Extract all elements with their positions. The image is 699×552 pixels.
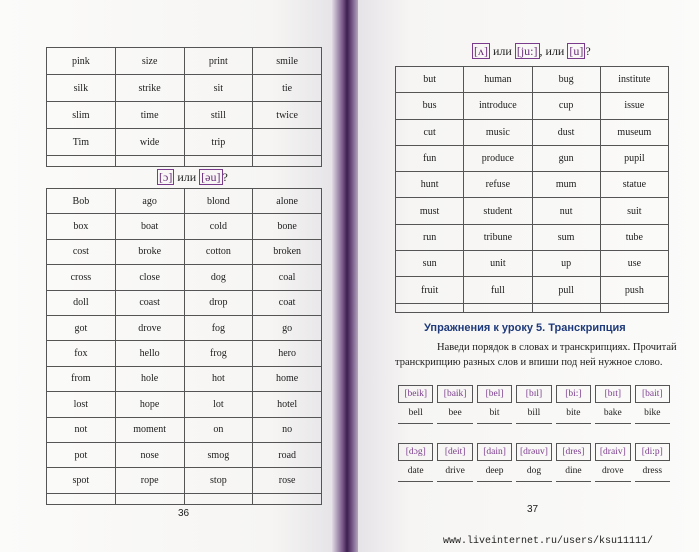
table-row <box>396 145 669 171</box>
table-cell: from <box>47 366 116 391</box>
phoneme-ou: [əu] <box>201 170 221 184</box>
table-row <box>47 468 322 493</box>
table-cell: refuse <box>464 172 532 198</box>
table-cell: blond <box>184 189 253 214</box>
watermark-url: www.liveinternet.ru/users/ksu11111/ <box>443 536 654 547</box>
table-cell: pink <box>47 48 116 75</box>
table-cell: hero <box>253 341 322 366</box>
table-cell: issue <box>600 93 668 119</box>
table-cell: broke <box>115 239 184 264</box>
answer-word: date <box>398 461 433 482</box>
answer-word: bill <box>516 403 551 424</box>
exercise-table-1 <box>394 385 674 424</box>
table-cell: still <box>184 102 253 129</box>
table-cell: coast <box>115 290 184 315</box>
table-row <box>47 366 322 391</box>
table-row <box>47 156 322 167</box>
table-cell: not <box>47 417 116 442</box>
table-cell: fun <box>396 145 464 171</box>
table-cell: cup <box>532 93 600 119</box>
table-cell: fog <box>184 315 253 340</box>
transcription-box: [draiv] <box>595 443 630 461</box>
instruction-line-1: Наведи порядок в словах и транскрипциях. Прочитай <box>437 342 677 353</box>
table-cell: close <box>115 265 184 290</box>
table-cell: student <box>464 198 532 224</box>
transcription-box: [dain] <box>477 443 512 461</box>
table-cell: bus <box>396 93 464 119</box>
table-row <box>47 493 322 504</box>
table-cell: moment <box>115 417 184 442</box>
table-cell: smog <box>184 442 253 467</box>
table-cell: institute <box>600 67 668 93</box>
table-row <box>47 417 322 442</box>
table-cell: slim <box>47 102 116 129</box>
phoneme-ju: [ju:] <box>516 44 538 58</box>
table-cell <box>47 156 116 167</box>
table-cell: wide <box>115 129 184 156</box>
table-row <box>396 303 669 312</box>
answer-row <box>398 403 670 424</box>
table-cell: pupil <box>600 145 668 171</box>
table-cell: sit <box>184 75 253 102</box>
table-cell <box>464 303 532 312</box>
answer-word: bee <box>437 403 472 424</box>
heading-or-text: или <box>174 170 200 184</box>
table-cell: lost <box>47 392 116 417</box>
answer-row <box>398 461 670 482</box>
table-cell: dog <box>184 265 253 290</box>
table-cell: coat <box>253 290 322 315</box>
table-row <box>47 189 322 214</box>
transcription-row <box>398 443 670 461</box>
answer-word: drive <box>437 461 472 482</box>
heading-question-mark-2: ? <box>585 44 591 58</box>
table-cell: unit <box>464 251 532 277</box>
table-cell: drove <box>115 315 184 340</box>
table-cell <box>532 303 600 312</box>
answer-word: bell <box>398 403 433 424</box>
table-row <box>47 341 322 366</box>
table-cell: sun <box>396 251 464 277</box>
heading-question-mark: ? <box>222 170 228 184</box>
table-cell: print <box>184 48 253 75</box>
table-cell: got <box>47 315 116 340</box>
table-cell <box>115 156 184 167</box>
transcription-box: [bel] <box>477 385 512 403</box>
table-cell: on <box>184 417 253 442</box>
table-cell <box>253 493 322 504</box>
table-cell: Tim <box>47 129 116 156</box>
table-cell: twice <box>253 102 322 129</box>
table-cell: time <box>115 102 184 129</box>
phoneme-o-open: [ɔ] <box>159 170 173 184</box>
table-cell <box>184 156 253 167</box>
word-table-1 <box>46 47 322 167</box>
table-cell: rope <box>115 468 184 493</box>
transcription-box: [drəuv] <box>516 443 551 461</box>
table-row <box>396 224 669 250</box>
table-cell: hotel <box>253 392 322 417</box>
answer-word: dog <box>516 461 551 482</box>
table-row <box>47 239 322 264</box>
table-row <box>396 119 669 145</box>
table-row <box>47 48 322 75</box>
table-cell: hello <box>115 341 184 366</box>
instruction-line-2: транскрипцию разных слов и впиши под ней нужное слово. <box>395 357 663 368</box>
table-cell: fruit <box>396 277 464 303</box>
transcription-box: [bɪt] <box>595 385 630 403</box>
table-row <box>396 277 669 303</box>
table-cell: produce <box>464 145 532 171</box>
vowel-heading-o <box>157 170 228 185</box>
transcription-box: [bɪl] <box>516 385 551 403</box>
table-cell: cotton <box>184 239 253 264</box>
transcription-box: [bait] <box>635 385 670 403</box>
answer-word: bike <box>635 403 670 424</box>
heading-or-text-2: , или <box>539 44 568 58</box>
table-cell: silk <box>47 75 116 102</box>
heading-or-text-1: или <box>490 44 515 58</box>
table-row <box>396 172 669 198</box>
table-cell: home <box>253 366 322 391</box>
table-cell <box>253 129 322 156</box>
table-cell: nut <box>532 198 600 224</box>
table-cell: museum <box>600 119 668 145</box>
table-row <box>47 102 322 129</box>
table-cell: must <box>396 198 464 224</box>
phoneme-u: [u] <box>569 44 584 58</box>
exercise-table-2 <box>394 443 674 482</box>
table-cell: drop <box>184 290 253 315</box>
table-cell: fox <box>47 341 116 366</box>
vowel-heading-u <box>472 44 591 59</box>
table-cell: Bob <box>47 189 116 214</box>
page-number-left: 36 <box>178 508 190 519</box>
table-cell: hole <box>115 366 184 391</box>
phoneme-wedge: [ʌ] <box>474 44 488 58</box>
table-cell: spot <box>47 468 116 493</box>
table-row <box>396 93 669 119</box>
table-cell: ago <box>115 189 184 214</box>
table-cell <box>115 493 184 504</box>
answer-word: bake <box>595 403 630 424</box>
table-cell: cold <box>184 214 253 239</box>
table-cell <box>600 303 668 312</box>
table-cell: pot <box>47 442 116 467</box>
table-cell: introduce <box>464 93 532 119</box>
table-cell: push <box>600 277 668 303</box>
table-cell: full <box>464 277 532 303</box>
table-cell: tie <box>253 75 322 102</box>
table-cell: size <box>115 48 184 75</box>
table-cell: rose <box>253 468 322 493</box>
table-cell: cut <box>396 119 464 145</box>
table-cell: tribune <box>464 224 532 250</box>
table-row <box>47 214 322 239</box>
table-cell: broken <box>253 239 322 264</box>
table-cell <box>184 493 253 504</box>
table-row <box>47 392 322 417</box>
table-cell: hope <box>115 392 184 417</box>
table-cell: bug <box>532 67 600 93</box>
table-cell: doll <box>47 290 116 315</box>
table-cell: no <box>253 417 322 442</box>
table-cell: smile <box>253 48 322 75</box>
table-cell: human <box>464 67 532 93</box>
transcription-row <box>398 385 670 403</box>
table-cell: statue <box>600 172 668 198</box>
answer-word: drove <box>595 461 630 482</box>
table-cell: run <box>396 224 464 250</box>
section-title: Упражнения к уроку 5. Транскрипция <box>424 322 626 334</box>
table-cell: cross <box>47 265 116 290</box>
table-row <box>396 251 669 277</box>
transcription-box: [di:p] <box>635 443 670 461</box>
table-cell <box>396 303 464 312</box>
table-cell: boat <box>115 214 184 239</box>
table-cell: pull <box>532 277 600 303</box>
table-cell: stop <box>184 468 253 493</box>
page-number-right: 37 <box>527 504 539 515</box>
table-cell: hot <box>184 366 253 391</box>
table-cell: up <box>532 251 600 277</box>
table-cell: mum <box>532 172 600 198</box>
table-cell: nose <box>115 442 184 467</box>
table-row <box>47 290 322 315</box>
table-cell: use <box>600 251 668 277</box>
table-cell: music <box>464 119 532 145</box>
table-cell: dust <box>532 119 600 145</box>
answer-word: dine <box>556 461 591 482</box>
table-cell: box <box>47 214 116 239</box>
table-cell: suit <box>600 198 668 224</box>
answer-word: deep <box>477 461 512 482</box>
answer-word: dress <box>635 461 670 482</box>
table-cell: but <box>396 67 464 93</box>
table-row <box>396 67 669 93</box>
table-cell: bone <box>253 214 322 239</box>
transcription-box: [baik] <box>437 385 472 403</box>
table-cell: sum <box>532 224 600 250</box>
left-page <box>0 0 340 552</box>
table-cell: cost <box>47 239 116 264</box>
table-row <box>47 442 322 467</box>
transcription-box: [bi:] <box>556 385 591 403</box>
table-cell: alone <box>253 189 322 214</box>
table-cell: strike <box>115 75 184 102</box>
table-cell: frog <box>184 341 253 366</box>
table-row <box>47 75 322 102</box>
transcription-box: [deit] <box>437 443 472 461</box>
table-cell: tube <box>600 224 668 250</box>
table-row <box>47 315 322 340</box>
transcription-box: [dres] <box>556 443 591 461</box>
table-cell <box>47 493 116 504</box>
answer-word: bit <box>477 403 512 424</box>
transcription-box: [dɔg] <box>398 443 433 461</box>
table-cell: gun <box>532 145 600 171</box>
table-cell <box>253 156 322 167</box>
word-table-3 <box>395 66 669 313</box>
table-cell: coal <box>253 265 322 290</box>
word-table-2 <box>46 188 322 505</box>
table-cell: hunt <box>396 172 464 198</box>
table-row <box>47 129 322 156</box>
table-row <box>396 198 669 224</box>
transcription-box: [beik] <box>398 385 433 403</box>
table-cell: go <box>253 315 322 340</box>
table-cell: road <box>253 442 322 467</box>
table-cell: trip <box>184 129 253 156</box>
table-row <box>47 265 322 290</box>
answer-word: bite <box>556 403 591 424</box>
table-cell: lot <box>184 392 253 417</box>
